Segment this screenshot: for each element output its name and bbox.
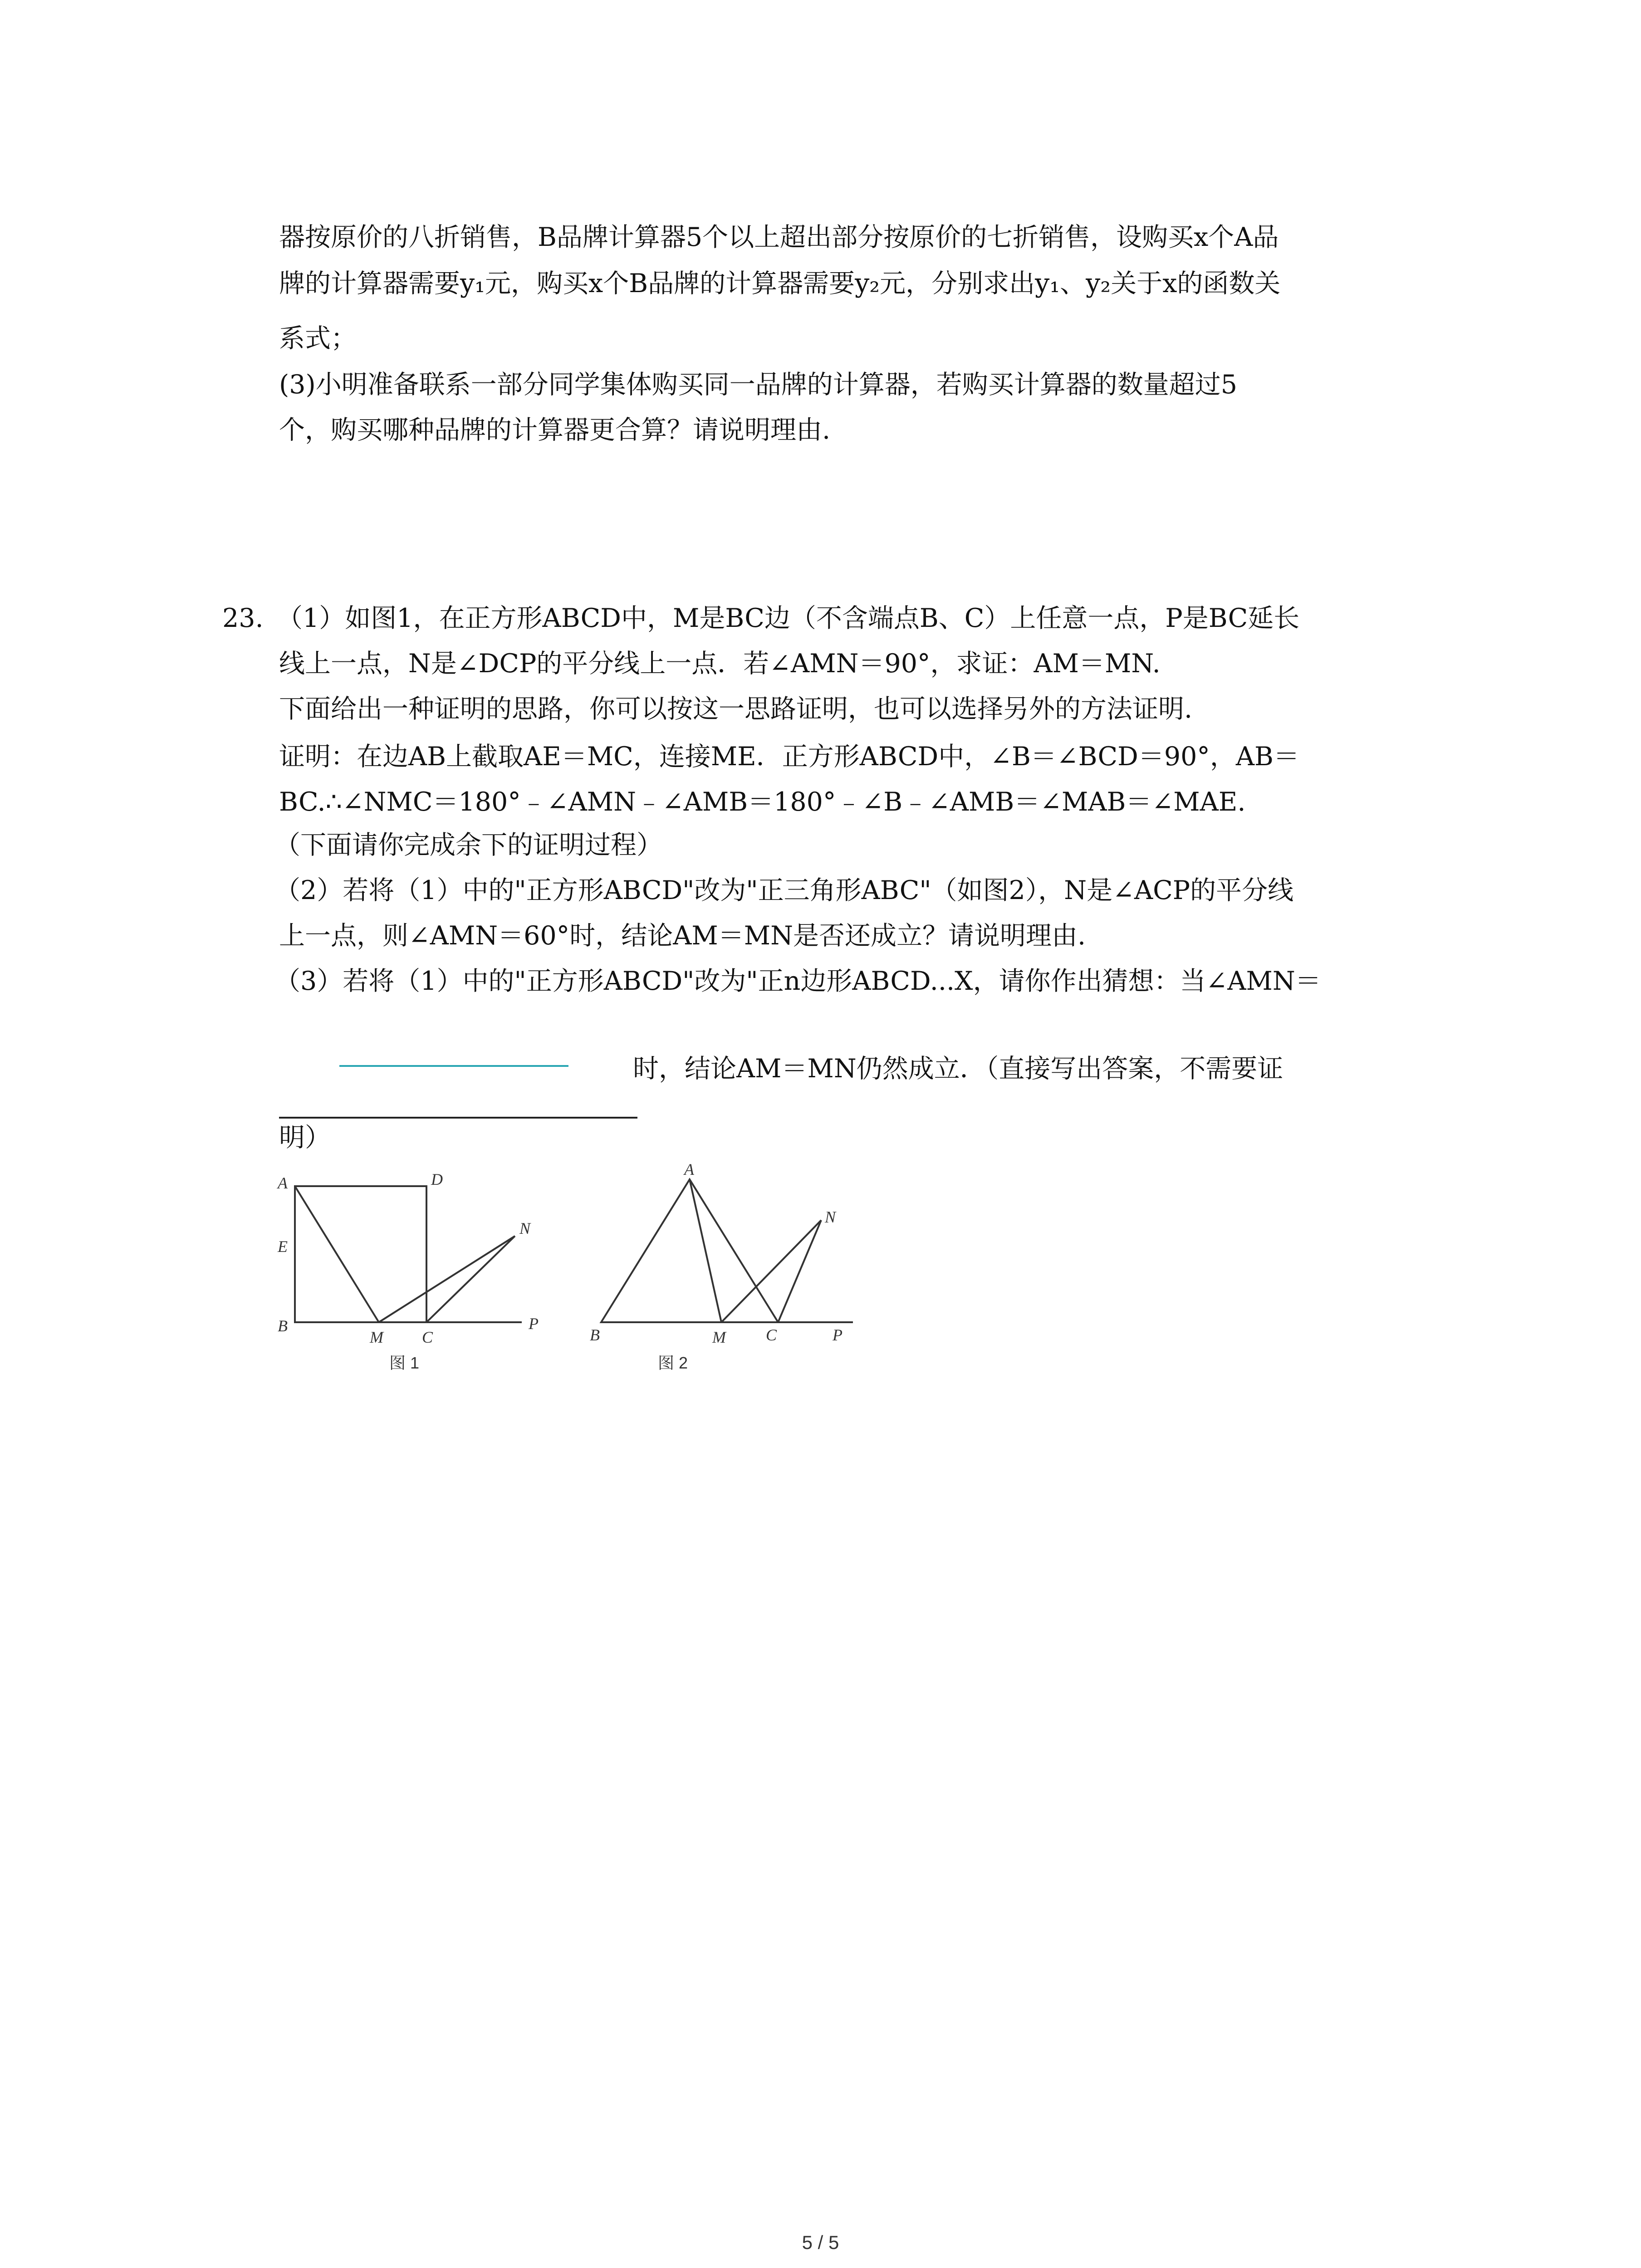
segment-cn	[426, 1236, 515, 1322]
label-c: C	[766, 1326, 777, 1344]
p23-line-5: BC.∴∠NMC＝180°﹣∠AMN﹣∠AMB＝180°﹣∠B﹣∠AMB＝∠MAB＝∠MAE.	[279, 787, 1246, 817]
triangle-abc	[601, 1179, 778, 1322]
p22-line-1: 器按原价的八折销售，B品牌计算器5个以上超出部分按原价的七折销售，设购买x个A品	[279, 222, 1279, 252]
label-b: B	[278, 1317, 288, 1335]
p23-line-4: 证明：在边AB上截取AE＝MC，连接ME．正方形ABCD中，∠B＝∠BCD＝90°，AB＝	[279, 742, 1299, 772]
question-number: 23.	[222, 603, 264, 633]
figure-2-caption: 图 2	[658, 1354, 688, 1372]
p22-line-3: 系式；	[279, 323, 357, 353]
figure-2	[585, 1161, 880, 1379]
p22-line-4: (3)小明准备联系一部分同学集体购买同一品牌的计算器，若购买计算器的数量超过5	[279, 370, 1238, 400]
segment-am	[295, 1186, 379, 1322]
label-m: M	[712, 1328, 726, 1346]
p23-line-8: 上一点，则∠AMN＝60°时，结论AM＝MN是否还成立？请说明理由.	[279, 921, 1086, 951]
label-a: A	[278, 1174, 288, 1192]
answer-underline	[279, 1117, 637, 1119]
label-p: P	[833, 1326, 843, 1344]
square-abcd	[295, 1186, 426, 1322]
p23-line-1: （1）如图1，在正方形ABCD中，M是BC边（不含端点B、C）上任意一点，P是BC延长	[277, 603, 1300, 633]
segment-am	[690, 1179, 721, 1322]
label-e: E	[278, 1237, 288, 1256]
label-p: P	[529, 1315, 539, 1333]
label-a: A	[684, 1161, 694, 1178]
segment-cn	[778, 1220, 821, 1322]
label-n: N	[825, 1208, 836, 1226]
figure-1-caption: 图 1	[389, 1354, 420, 1372]
p23-line-3: 下面给出一种证明的思路，你可以按这一思路证明，也可以选择另外的方法证明.	[279, 694, 1193, 724]
label-b: B	[590, 1326, 600, 1344]
p23-last-line: 明）	[279, 1123, 331, 1153]
p22-line-5: 个，购买哪种品牌的计算器更合算？请说明理由.	[279, 415, 831, 445]
segment-mn	[721, 1220, 821, 1322]
label-d: D	[431, 1170, 443, 1188]
p23-line-6: （下面请你完成余下的证明过程）	[274, 830, 662, 860]
p23-line-9: （3）若将（1）中的"正方形ABCD"改为"正n边形ABCD...X，请你作出猜想：当∠AMN＝	[274, 966, 1321, 996]
answer-blank[interactable]	[339, 1065, 568, 1067]
p23-line-2: 线上一点，N是∠DCP的平分线上一点．若∠AMN＝90°，求证：AM＝MN.	[279, 649, 1161, 679]
p23-line-7: （2）若将（1）中的"正方形ABCD"改为"正三角形ABC"（如图2），N是∠ACP的平分线	[274, 875, 1294, 905]
page-number: 5 / 5	[802, 2232, 839, 2253]
p23-answer-line: 时，结论AM＝MN仍然成立．（直接写出答案，不需要证	[633, 1054, 1283, 1084]
figure-1	[268, 1161, 567, 1379]
p22-line-2: 牌的计算器需要y₁元，购买x个B品牌的计算器需要y₂元，分别求出y₁、y₂关于x的函数关	[279, 269, 1281, 298]
label-c: C	[422, 1328, 433, 1346]
segment-mn	[379, 1236, 515, 1322]
label-n: N	[519, 1219, 531, 1237]
label-m: M	[370, 1328, 383, 1346]
